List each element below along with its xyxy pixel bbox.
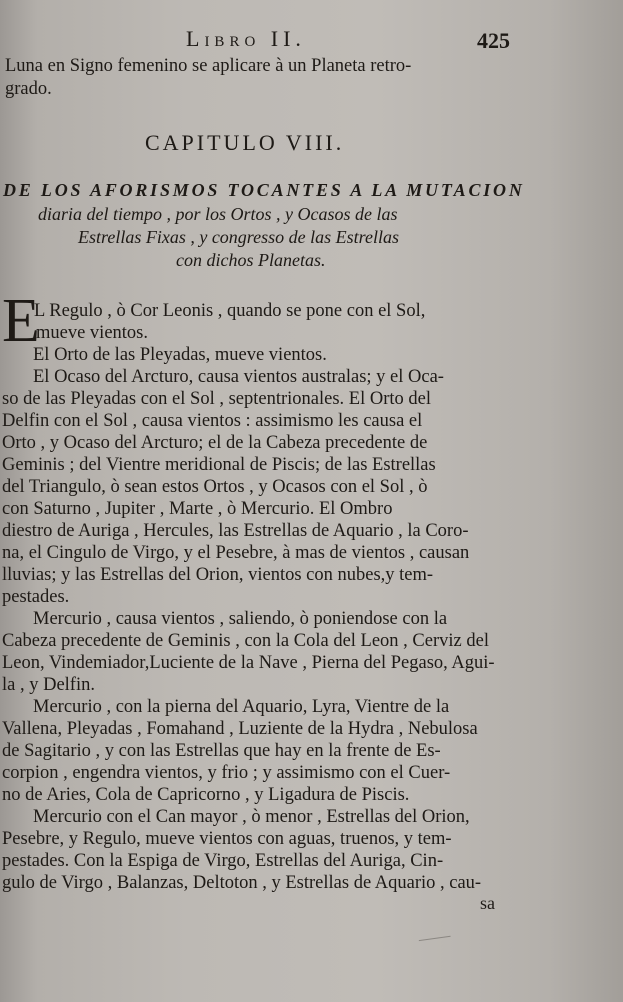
text-line: L Regulo , ò Cor Leonis , quando se pone con el Sol, [34,301,426,321]
text-line: Mercurio con el Can mayor , ò menor , Estrellas del Orion, [33,807,470,827]
chapter-heading-line: con dichos Planetas. [176,250,326,270]
text-line: El Ocaso del Arcturo, causa vientos australas; y el Oca- [33,367,444,387]
catchword: sa [480,893,495,913]
text-line: Orto , y Ocaso del Arcturo; el de la Cabeza precedente de [2,433,428,453]
ink-mark [417,926,450,941]
text-line: lluvias; y las Estrellas del Orion, vientos con nubes,y tem- [2,565,434,585]
text-line: Mercurio , causa vientos , saliendo, ò poniendose con la [33,609,448,629]
text-line: de Sagitario , y con las Estrellas que hay en la frente de Es- [2,741,441,761]
running-title: Libro II. [186,26,306,51]
text-line: con Saturno , Jupiter , Marte , ò Mercurio. El Ombro [2,499,393,519]
text-line: Pesebre, y Regulo, mueve vientos con aguas, truenos, y tem- [2,829,452,849]
text-line: Vallena, Pleyadas , Fomahand , Luziente de la Hydra , Nebulosa [2,719,478,739]
text-line: diestro de Auriga , Hercules, las Estrellas de Aquario , la Coro- [2,521,469,541]
text-line: gulo de Virgo , Balanzas, Deltoton , y Estrellas de Aquario , cau- [2,873,482,893]
text-line: Leon, Vindemiador,Luciente de la Nave , Pierna del Pegaso, Agui- [2,653,495,673]
drop-cap: E [2,287,40,355]
chapter-heading-line: Estrellas Fixas , y congresso de las Estrellas [78,227,399,247]
text-line: Delfin con el Sol , causa vientos : assimismo les causa el [2,411,423,431]
text-line: Geminis ; del Vientre meridional de Piscis; de las Estrellas [2,455,436,475]
text-line: El Orto de las Pleyadas, mueve vientos. [33,345,327,365]
text-line: mueve vientos. [36,323,149,343]
text-line: grado. [5,79,52,99]
text-line: Cabeza precedente de Geminis , con la Cola del Leon , Cerviz del [2,631,489,651]
text-line: corpion , engendra vientos, y frio ; y assimismo con el Cuer- [2,763,451,783]
text-line: Luna en Signo femenino se aplicare à un Planeta retro- [5,56,412,76]
chapter-title: CAPITULO VIII. [145,130,345,155]
text-line: del Triangulo, ò sean estos Ortos , y Ocasos con el Sol , ò [2,477,428,497]
text-line: pestades. Con la Espiga de Virgo, Estrellas del Auriga, Cin- [2,851,444,871]
text-line: no de Aries, Cola de Capricorno , y Ligadura de Piscis. [2,785,410,805]
chapter-heading-line: diaria del tiempo , por los Ortos , y Ocasos de las [38,204,398,224]
text-line: pestades. [2,587,70,607]
chapter-heading-line: DE LOS AFORISMOS TOCANTES A LA MUTACION [3,180,525,200]
text-line: so de las Pleyadas con el Sol , septentrionales. El Orto del [2,389,432,409]
text-line: la , y Delfin. [2,675,95,695]
text-line: na, el Cingulo de Virgo, y el Pesebre, à mas de vientos , causan [2,543,470,563]
page-number: 425 [477,28,510,53]
text-line: Mercurio , con la pierna del Aquario, Lyra, Vientre de la [33,697,450,717]
